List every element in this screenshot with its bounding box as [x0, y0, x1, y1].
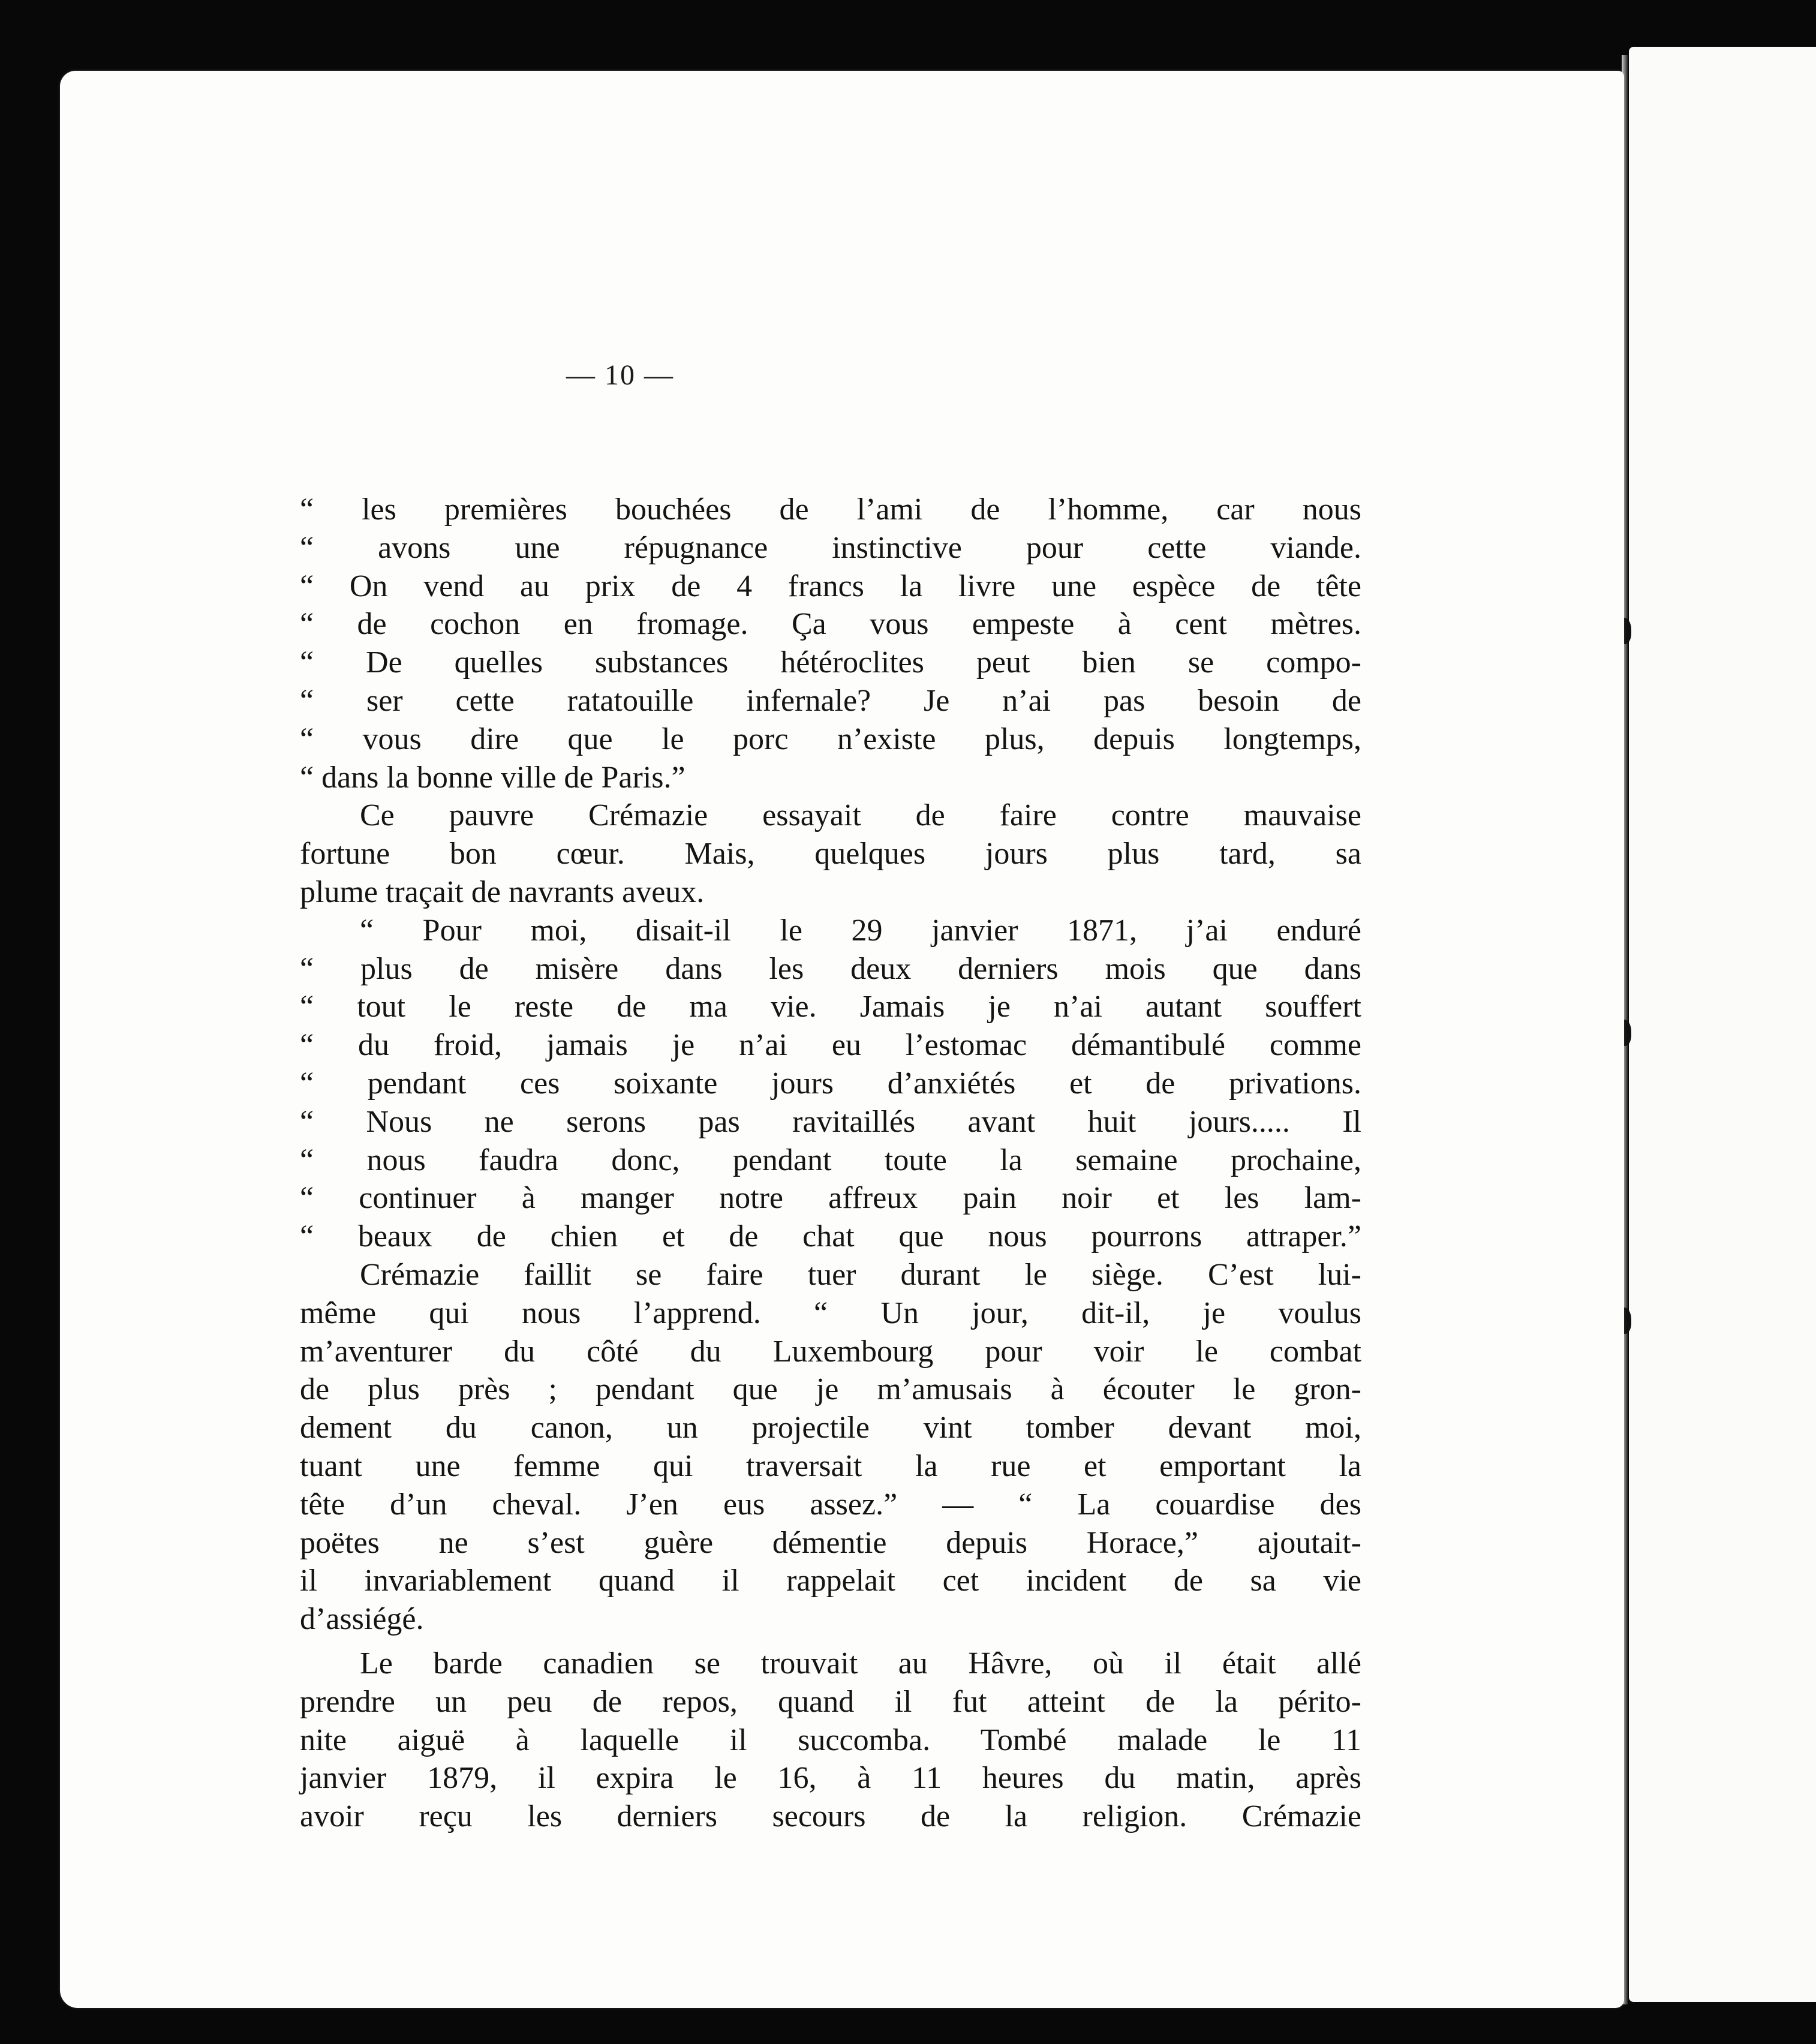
text-line: de plus près ; pendant que je m’amusais à écouter le gron- — [300, 1372, 1361, 1407]
text-line: “ avons une répugnance instinctive pour cette viande. — [300, 530, 1361, 565]
text-line: plume traçait de navrants aveux. — [300, 874, 705, 909]
text-line: “ les premières bouchées de l’ami de l’homme, car nous — [300, 492, 1361, 527]
text-line: poëtes ne s’est guère démentie depuis Horace,” ajoutait- — [300, 1525, 1361, 1560]
text-line: tête d’un cheval. J’en eus assez.” — “ La couardise des — [300, 1487, 1361, 1522]
page-number: — 10 — — [566, 359, 674, 391]
text-line: “ pendant ces soixante jours d’anxiétés et de privations. — [300, 1066, 1361, 1101]
text-line: nite aiguë à laquelle il succomba. Tombé malade le 11 — [300, 1723, 1361, 1757]
text-line: “ On vend au prix de 4 francs la livre une espèce de tête — [300, 569, 1361, 603]
text-line: “ De quelles substances hétéroclites peut bien se compo- — [300, 645, 1361, 680]
text-line: “ Nous ne serons pas ravitaillés avant huit jours..... Il — [300, 1104, 1361, 1139]
text-line: “ tout le reste de ma vie. Jamais je n’ai autant souffert — [300, 990, 1361, 1024]
text-line: même qui nous l’apprend. “ Un jour, dit-il, je voulus — [300, 1295, 1361, 1330]
text-line: “ ser cette ratatouille infernale? Je n’ai pas besoin de — [300, 683, 1361, 718]
text-line: “ nous faudra donc, pendant toute la semaine prochaine, — [300, 1143, 1361, 1177]
text-line: Ce pauvre Crémazie essayait de faire contre mauvaise — [360, 798, 1361, 833]
text-line: “ de cochon en fromage. Ça vous empeste à cent mètres. — [300, 607, 1361, 642]
text-line: dement du canon, un projectile vint tomber devant moi, — [300, 1411, 1361, 1445]
text-line: “ plus de misère dans les deux derniers mois que dans — [300, 951, 1361, 986]
text-line: d’assiégé. — [300, 1602, 424, 1637]
text-line: Crémazie faillit se faire tuer durant le siège. C’est lui- — [360, 1257, 1361, 1292]
text-line: “ continuer à manger notre affreux pain noir et les lam- — [300, 1181, 1361, 1216]
text-line: fortune bon cœur. Mais, quelques jours plus tard, sa — [300, 837, 1361, 871]
text-line: “ dans la bonne ville de Paris.” — [300, 760, 685, 795]
text-line: “ beaux de chien et de chat que nous pourrons attraper.” — [300, 1219, 1361, 1254]
text-line: prendre un peu de repos, quand il fut atteint de la périto- — [300, 1684, 1361, 1719]
body-text — [300, 491, 1361, 1836]
text-line: Le barde canadien se trouvait au Hâvre, où il était allé — [360, 1646, 1361, 1681]
text-line: “ vous dire que le porc n’existe plus, depuis longtemps, — [300, 722, 1361, 756]
text-line: “ Pour moi, disait-il le 29 janvier 1871, j’ai enduré — [360, 913, 1361, 948]
text-line: m’aventurer du côté du Luxembourg pour voir le combat — [300, 1334, 1361, 1369]
text-line: tuant une femme qui traversait la rue et emportant la — [300, 1448, 1361, 1483]
facing-page — [1629, 47, 1816, 2002]
text-line: avoir reçu les derniers secours de la religion. Crémazie — [300, 1799, 1361, 1834]
text-line: il invariablement quand il rappelait cet incident de sa vie — [300, 1564, 1361, 1598]
text-line: janvier 1879, il expira le 16, à 11 heures du matin, après — [300, 1761, 1361, 1796]
text-line: “ du froid, jamais je n’ai eu l’estomac démantibulé comme — [300, 1028, 1361, 1063]
book-page — [60, 71, 1624, 2008]
paragraph-gap — [300, 1639, 1361, 1645]
